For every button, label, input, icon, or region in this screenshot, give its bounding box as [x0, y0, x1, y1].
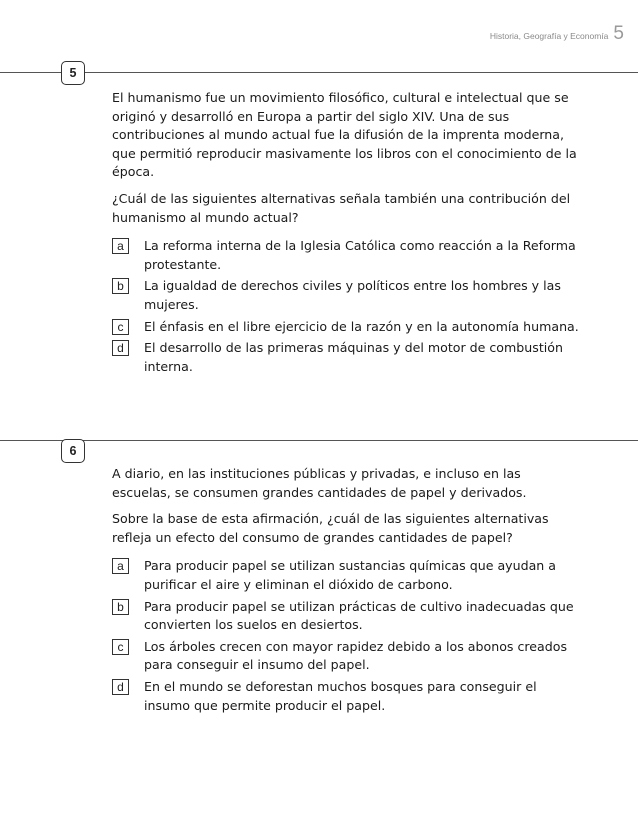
question-prompt: ¿Cuál de las siguientes alternativas señala también una contribución del humanismo al mundo actual?	[112, 190, 571, 225]
option-letter: a	[112, 238, 129, 254]
option-letter: b	[112, 599, 129, 615]
option-b[interactable]	[112, 277, 582, 314]
option-letter: d	[112, 340, 129, 356]
option-letter: d	[112, 679, 129, 695]
option-text: Para producir papel se utilizan sustancias químicas que ayudan a purificar el aire y eliminan el dióxido de carbono.	[144, 558, 557, 592]
answer-options	[112, 557, 582, 715]
question-number-badge: 5	[61, 61, 85, 85]
question-6	[112, 465, 582, 718]
option-text: La igualdad de derechos civiles y políticos entre los hombres y las mujeres.	[144, 278, 561, 312]
question-prompt: Sobre la base de esta afirmación, ¿cuál de las siguientes alternativas refleja un efecto del consumo de grandes cantidades de papel?	[112, 511, 549, 545]
option-c[interactable]	[112, 318, 582, 337]
option-text: La reforma interna de la Iglesia Católica como reacción a la Reforma protestante.	[144, 238, 576, 272]
question-divider	[0, 72, 638, 73]
option-text: Para producir papel se utilizan prácticas de cultivo inadecuadas que convierten los suelos en desiertos.	[144, 598, 574, 633]
header-page-number: 5	[613, 23, 624, 44]
option-text: Los árboles crecen con mayor rapidez debido a los abonos creados para conseguir el insumo del papel.	[144, 638, 568, 673]
option-letter: c	[112, 319, 129, 335]
option-d[interactable]	[112, 678, 582, 715]
option-text: En el mundo se deforestan muchos bosques para conseguir el insumo que permite producir el papel.	[144, 678, 537, 713]
option-a[interactable]	[112, 237, 582, 274]
option-b[interactable]	[112, 598, 582, 635]
question-stem: El humanismo fue un movimiento filosófico, cultural e intelectual que se originó y desarrolló en Europa a partir del siglo XIV. Una de sus contribuciones al mundo actual fue la difusión de la imprenta moderna, que permitió reproducir masivamente los libros con el conocimiento de la época.	[112, 90, 577, 180]
option-a[interactable]	[112, 557, 582, 594]
option-letter: c	[112, 639, 129, 655]
answer-options	[112, 237, 582, 376]
option-text: El énfasis en el libre ejercicio de la razón y en la autonomía humana.	[144, 318, 579, 334]
question-5	[112, 89, 582, 379]
question-number-badge: 6	[61, 439, 85, 463]
option-d[interactable]	[112, 339, 582, 376]
option-letter: a	[112, 558, 129, 574]
option-letter: b	[112, 278, 129, 294]
question-divider	[0, 440, 638, 441]
question-stem: A diario, en las instituciones públicas y privadas, e incluso en las escuelas, se consumen grandes cantidades de papel y derivados.	[112, 466, 527, 500]
option-text: El desarrollo de las primeras máquinas y del motor de combustión interna.	[144, 340, 563, 374]
page-header	[490, 23, 624, 45]
option-c[interactable]	[112, 638, 582, 675]
header-subject: Historia, Geografía y Economía	[489, 31, 609, 41]
